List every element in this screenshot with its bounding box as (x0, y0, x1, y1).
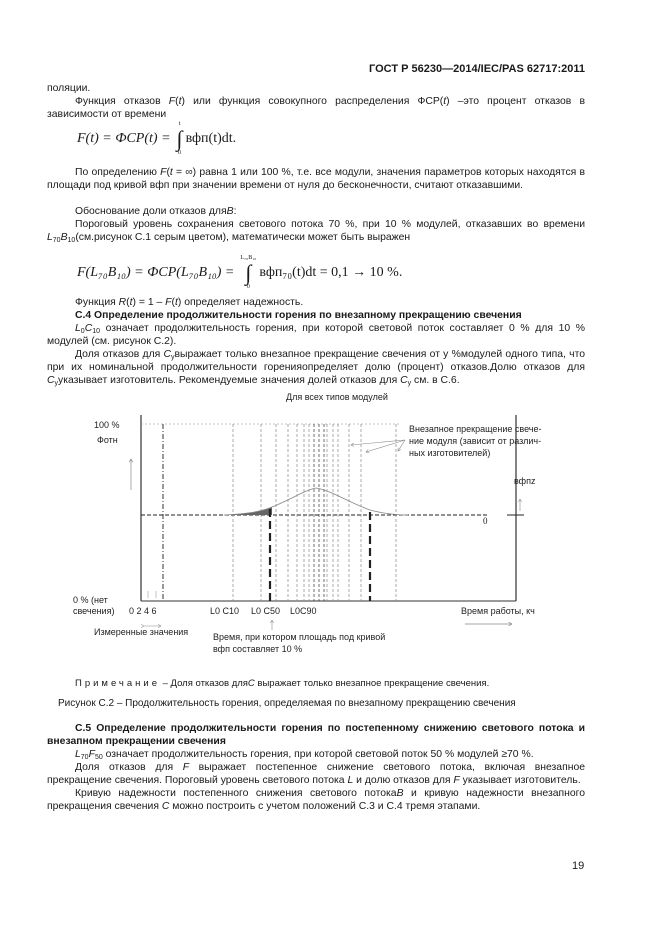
paragraph: Обоснование доли отказов дляB: (75, 206, 237, 217)
section-title-c5: С.5 Определение продолжительности горения по постепенному снижению светового потока и внезапном прекращении свечения (47, 723, 585, 747)
figure-title: Для всех типов модулей (286, 392, 388, 402)
section-title-c4: С.4 Определение продолжительности горения по внезапному прекращению свечения (75, 310, 522, 321)
label-l0c10: L0 C10 (210, 606, 240, 616)
area-note: Время, при котором площадь под кривой (213, 632, 386, 642)
integral-lower-limit: 0 (246, 284, 250, 290)
integral-icon: t ∫ 0 (176, 121, 183, 156)
sudden-failure-note: ных изготовителей) (409, 448, 491, 458)
y-axis-label: Фотн (97, 435, 118, 445)
x-axis-label: Время работы, кч (461, 606, 535, 616)
paragraph: $L_0C_{10}$ означает продолжительность горения, при которой световой поток составляет 0 % для 10 % модулей (см. рисунок С.2). (47, 323, 585, 347)
paragraph: Доля отказов для $C_yвыражает$ только внезапное прекращение свечения от y %модулей одного типа, что при их номинальной продолжительности горенияопределяет долю (процент) отказов.Долю отказов для $C_yуказывает$ изготовитель. Рекомендуемые значения долей отказов для $C_y$ см. в С.6. (47, 349, 585, 387)
y-bottom-label: свечения) (73, 606, 115, 616)
paragraph: Функция отказов F(t) или функция совокупного распределения ФСР(t) –это процент отказов в зависимости от времени (47, 96, 585, 120)
pointer-arrows-icon (351, 440, 405, 452)
page-number: 19 (572, 860, 585, 872)
sudden-failure-note: Внезапное прекращение свече- (409, 424, 542, 434)
paragraph: Функция R(t) = 1 – F(t) определяет надежность. (75, 297, 304, 308)
x-tick-labels: 0 2 4 6 (129, 606, 157, 616)
area-note: вфп составляет 10 % (213, 644, 303, 654)
y-bottom-label: 0 % (нет (73, 595, 108, 605)
right-axis-label: вфпz (514, 476, 536, 486)
integral-icon: L₇₀B₁₀ ∫ 0 (240, 255, 257, 290)
label-l0c50: L0 C50 (251, 606, 281, 616)
paragraph: поляции. (47, 83, 91, 94)
paragraph: По определению F(t = ∞) равна 1 или 100 %, т.е. все модули, значения параметров которых находятся в площади под кривой вфп при значении времени от нуля до бесконечности, считают отказавшими. (47, 167, 585, 191)
formula-rhs: вфп(t)dt. (185, 131, 237, 146)
measured-values-label: Измеренные значения (94, 627, 189, 637)
paragraph: Доля отказов для F выражает постепенное снижение светового потока, включая внезапное прекращение свечения. Пороговый уровень светового потока L и долю отказов для F указывает изготовитель. (47, 762, 585, 786)
paragraph: Пороговый уровень сохранения светового потока 70 %, при 10 % модулей, отказавших во времени $L_{70}B_{10}(см.рисунок$ С.1 серым цветом), математически может быть выражен (47, 219, 585, 244)
sudden-failure-note: ние модуля (зависит от различ- (409, 436, 542, 446)
vfp-curve (224, 488, 408, 515)
integral-upper-limit: L₇₀B₁₀ (240, 255, 257, 261)
paragraph: $L_{70}F_{50}$ означает продолжительность горения, при которой световой поток 50 % модулей ≥70 %. (75, 749, 534, 761)
paragraph: Кривую надежности постепенного снижения светового потокаB и кривую надежности внезапного прекращения свечения C можно построить с учетом положений С.3 и С.4 тремя этапами. (47, 788, 585, 812)
zero-label: 0 (483, 516, 488, 526)
formula-rhs: вфп₇₀(t)dt = 0,1 → 10 %. (259, 265, 403, 280)
label-l0c90: L0C90 (290, 606, 317, 616)
y-top-label: 100 % (94, 420, 120, 430)
formula-lhs: F(L₇₀B₁₀) = ФСР(L₇₀B₁₀) = (77, 265, 235, 280)
figure-caption: Рисунок С.2 – Продолжительность горения, определяемая по внезапному прекращению свечения (58, 698, 516, 709)
figure-note: Примечание – Доля отказов дляC выражает только внезапное прекращение свечения. (75, 678, 490, 689)
integral-upper-limit: t (178, 121, 181, 127)
integral-lower-limit: 0 (178, 150, 182, 156)
formula-lhs: F(t) = ФСР(t) = (77, 131, 171, 146)
document-header: ГОСТ Р 56230—2014/IEC/PAS 62717:2011 (369, 63, 585, 75)
shaded-area-10pct (224, 507, 272, 515)
